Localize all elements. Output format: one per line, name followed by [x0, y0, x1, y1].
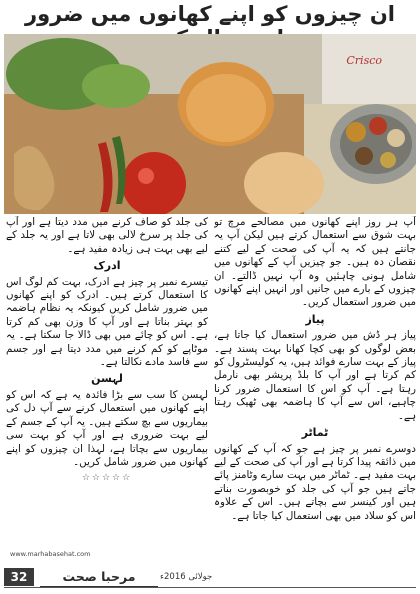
- intro-paragraph: آپ ہر روز اپنے کھانوں میں مصالحے مرچ تو بہت شوق سے استعمال کرتے ہیں لیکن آپ یہ جانتے ہیں کہ یہ آپ کی صحت کے لیے کتنے نقصان دہ ہیں۔ جو چیزیں آپ کے کھانوں میں شامل ہونی چاہئیں وہ آپ نہیں ڈالتے۔ ان چیزوں کے بارے میں جانیں اور انہیں اپنے کھانوں میں ضرور استعمال کریں۔: [214, 216, 416, 309]
- page-number: 32: [4, 568, 34, 586]
- left-column: [6, 216, 208, 556]
- end-stars: ☆☆☆☆☆: [81, 473, 133, 484]
- garlic-heading: لہسن: [91, 372, 123, 386]
- magazine-brand: مرحبا صحت: [40, 568, 158, 588]
- vegetables-photo: [4, 34, 416, 214]
- tomato-paragraph: دوسرے نمبر پر چیز ہے جو کہ آپ کے کھانوں میں ذائقہ پیدا کرتا ہے اور آپ کی صحت کے لیے بہت مفید ہے۔ ٹماٹر میں بہت سارے وٹامنز پائے جاتے ہیں جو آپ کی جلد کو خوبصورت بناتے ہیں اور کینسر سے بچاتے ہیں۔ اس کے علاوہ اس کو سلاد میں بھی استعمال کیا جاتا ہے۔: [214, 442, 416, 522]
- ginger-paragraph: تیسرے نمبر پر چیز ہے ادرک، بہت کم لوگ اس کا استعمال کرتے ہیں۔ ادرک کو اپنے کھانوں میں ضرور شامل کریں کیونکہ یہ نظام ہاضمہ کو بہتر بناتا ہے اور آپ کا وزن بھی کم کرتا ہے۔ اس کو چائے میں بھی ڈالا جا سکتا ہے۔ یہ موٹاپے کو کم کرنے میں مدد دیتا ہے اور جسم سے فاسد مادے نکالتا ہے۔: [6, 275, 208, 369]
- footer-divider: [4, 587, 416, 588]
- onion-paragraph: پیاز ہر ڈش میں ضرور استعمال کیا جاتا ہے، بعض لوگوں کو بھی کچا کھانا بہت پسند ہے۔ پیاز کے بہت سارے فوائد ہیں، یہ کولیسٹرول کو کم کرتا ہے اور آپ کا بلڈ پریشر بھی نارمل رہتا ہے۔ آپ کو اس کا استعمال ضرور کرنا چاہیے، اس سے آپ کا ہاضمہ بھی ٹھیک رہتا ہے۔: [214, 329, 416, 422]
- can-label: Crisco: [346, 54, 382, 67]
- onion-heading: پیاز: [305, 312, 325, 326]
- issue-date: جولائی 2016ء: [160, 572, 213, 582]
- article-title: ان چیزوں کو اپنے کھانوں میں ضرور: [25, 2, 395, 26]
- ginger-heading: ادرک: [93, 259, 121, 273]
- website-url: www.marhabasehat.com: [10, 550, 91, 558]
- garlic-paragraph: لہسن کا سب سے بڑا فائدہ یہ ہے کہ اس کو اپنے کھانوں میں استعمال کرنے سے آپ دل کی بیماریوں سے بچ سکتے ہیں۔ یہ آپ کے جسم کے لیے بہت ضروری ہے اور آپ کو بہت سی بیماریوں سے بچاتا ہے، لہذا ان چیزوں کو اپنے کھانوں میں ضرور شامل کریں۔: [6, 388, 208, 468]
- page-footer: [4, 550, 416, 590]
- tomato-heading: ٹماٹر: [301, 426, 329, 440]
- right-column: [214, 216, 416, 560]
- continuation-paragraph: کی جلد کو صاف کرنے میں مدد دیتا ہے اور آپ کی جلد پر سرخ لالی بھی لاتا ہے اور یہ جلد کے لیے بھی بہت ہی زیادہ مفید ہے۔: [6, 216, 208, 255]
